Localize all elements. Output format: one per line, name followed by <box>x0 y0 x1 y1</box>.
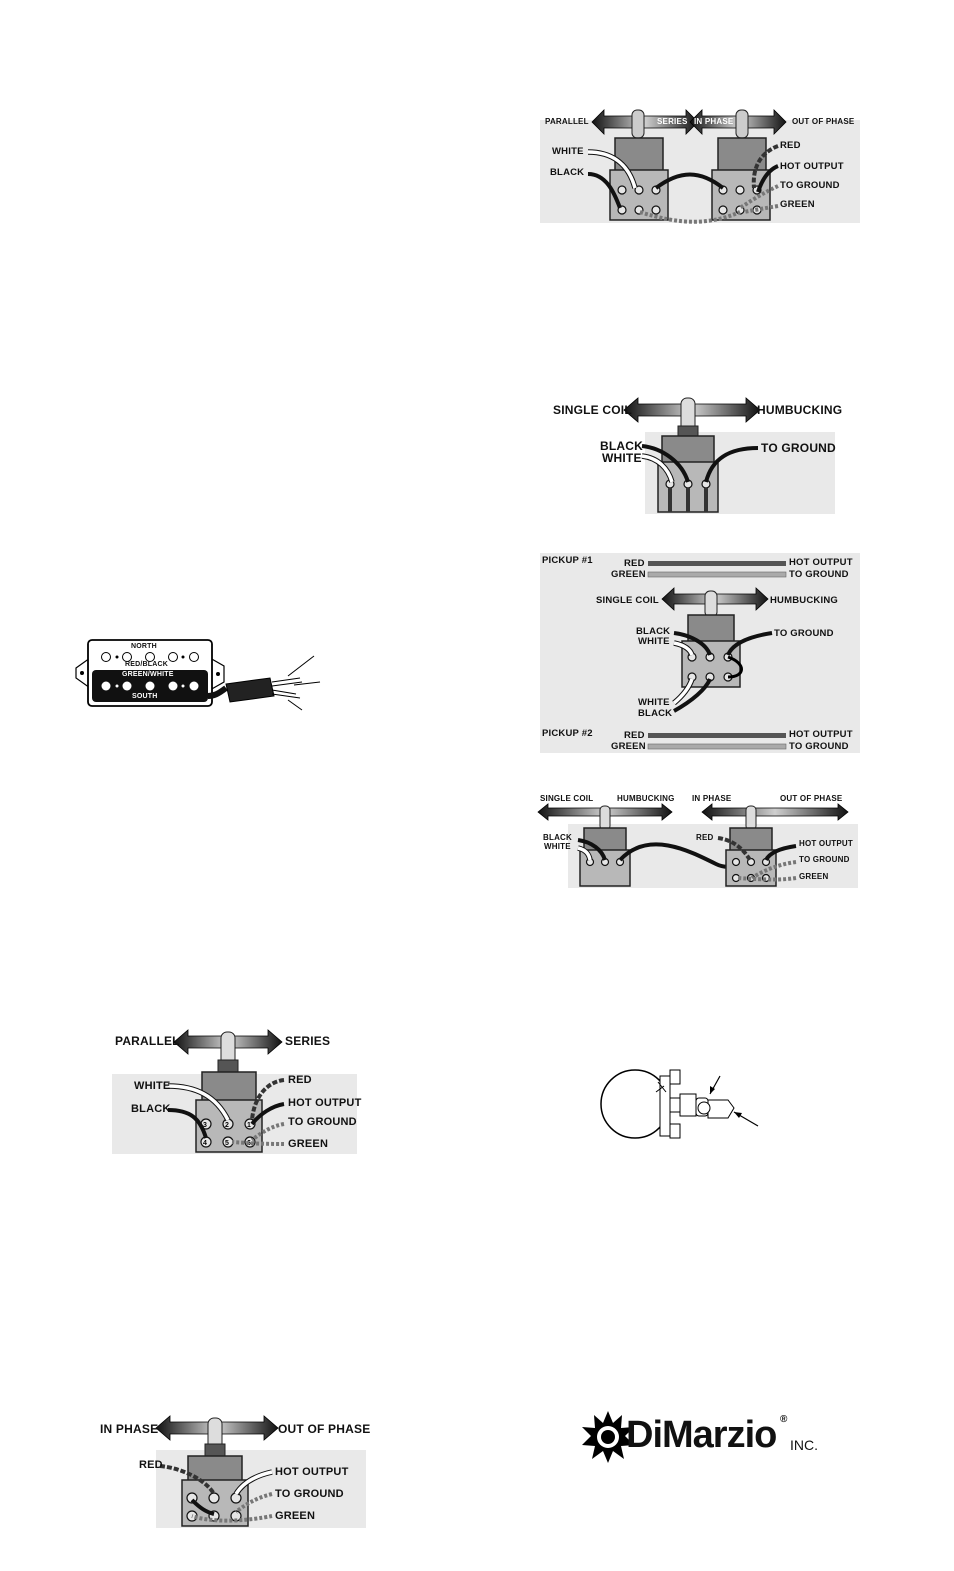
label-out-of-phase: OUT OF PHASE <box>278 1422 371 1436</box>
lug-number-5: 5 <box>225 1140 229 1147</box>
label-humbucking: HUMBUCKING <box>770 595 838 606</box>
label-white-top: WHITE <box>638 636 670 647</box>
lug-number-6: 6 <box>247 1140 251 1147</box>
label-in-phase: IN PHASE <box>100 1422 159 1436</box>
label-green: GREEN <box>799 872 829 881</box>
label-to-ground: TO GROUND <box>275 1488 344 1500</box>
label-pickup-2: PICKUP #2 <box>542 728 593 739</box>
label-pickup-1: PICKUP #1 <box>542 555 593 566</box>
label-single-coil: SINGLE COIL <box>596 595 659 606</box>
label-humbucking: HUMBUCKING <box>617 794 675 803</box>
label-red: RED <box>780 140 801 151</box>
logo-registered: ® <box>780 1414 788 1425</box>
arrow-phase <box>702 804 848 820</box>
label-parallel: PARALLEL <box>545 117 589 126</box>
label-hot-output-2: HOT OUTPUT <box>789 729 853 740</box>
logo-suffix: INC. <box>790 1437 818 1453</box>
fig-parallel-series <box>112 1028 362 1156</box>
fig-coil-split <box>550 392 843 517</box>
label-green-white: GREEN/WHITE <box>122 671 174 678</box>
label-red-black: RED/BLACK <box>125 661 169 668</box>
label-in-phase: IN PHASE <box>694 117 734 126</box>
label-white: WHITE <box>544 842 571 851</box>
fig-pickup <box>74 636 334 716</box>
label-black: BLACK <box>543 833 572 842</box>
label-black: BLACK <box>131 1103 171 1115</box>
label-green: GREEN <box>275 1510 316 1522</box>
label-in-phase: IN PHASE <box>692 794 732 803</box>
label-white: WHITE <box>552 146 584 157</box>
label-single-coil: SINGLE COIL <box>540 794 594 803</box>
label-white: WHITE <box>602 451 642 465</box>
label-green: GREEN <box>288 1138 329 1150</box>
label-to-ground-2: TO GROUND <box>789 741 849 752</box>
two-pickups-diagram <box>540 553 860 753</box>
fig-phase <box>96 1414 376 1530</box>
label-black-top: BLACK <box>636 626 671 637</box>
dimarzio-logo <box>580 1410 830 1464</box>
label-to-ground-mid: TO GROUND <box>774 628 834 639</box>
lug-number-1: 1 <box>247 1122 251 1129</box>
label-red: RED <box>288 1074 312 1086</box>
label-north: NORTH <box>131 643 157 650</box>
label-green-2: GREEN <box>611 741 646 752</box>
label-out-of-phase: OUT OF PHASE <box>792 117 855 126</box>
label-series: SERIES <box>657 117 688 126</box>
label-out-of-phase: OUT OF PHASE <box>780 794 843 803</box>
lug-number-3: 3 <box>203 1122 207 1129</box>
label-series: SERIES <box>285 1034 331 1048</box>
label-black: BLACK <box>600 439 643 453</box>
label-black: BLACK <box>550 167 585 178</box>
label-hot-output: HOT OUTPUT <box>288 1097 362 1109</box>
label-white: WHITE <box>134 1080 171 1092</box>
label-red-1: RED <box>624 558 645 569</box>
label-to-ground: TO GROUND <box>799 855 850 864</box>
label-hot-output: HOT OUTPUT <box>799 839 853 848</box>
label-red-2: RED <box>624 730 645 741</box>
label-to-ground: TO GROUND <box>780 180 840 191</box>
label-green-1: GREEN <box>611 569 646 580</box>
humbucker-pickup-drawing <box>74 636 334 716</box>
potentiometer-drawing <box>598 1062 778 1144</box>
lug-number-2: 2 <box>225 1122 229 1129</box>
fig-two-pickups <box>540 553 860 753</box>
label-parallel: PARALLEL <box>115 1034 180 1048</box>
label-humbucking: HUMBUCKING <box>757 403 843 417</box>
label-south: SOUTH <box>132 693 158 700</box>
label-to-ground: TO GROUND <box>761 441 836 455</box>
fig-split-phase <box>538 790 858 890</box>
label-hot-output: HOT OUTPUT <box>275 1466 349 1478</box>
logo-brand: DiMarzio <box>626 1414 777 1456</box>
label-green: GREEN <box>780 199 815 210</box>
fig-potentiometer <box>598 1062 778 1144</box>
label-to-ground: TO GROUND <box>288 1116 357 1128</box>
label-single-coil: SINGLE COIL <box>553 403 632 417</box>
label-black-bottom: BLACK <box>638 708 673 719</box>
label-white-bottom: WHITE <box>638 697 670 708</box>
label-hot-output: HOT OUTPUT <box>780 161 844 172</box>
label-red: RED <box>139 1459 163 1471</box>
fig-series-phase <box>540 100 860 225</box>
label-hot-output-1: HOT OUTPUT <box>789 557 853 568</box>
label-red: RED <box>696 833 714 842</box>
lug-number-4: 4 <box>203 1140 207 1147</box>
label-to-ground-1: TO GROUND <box>789 569 849 580</box>
